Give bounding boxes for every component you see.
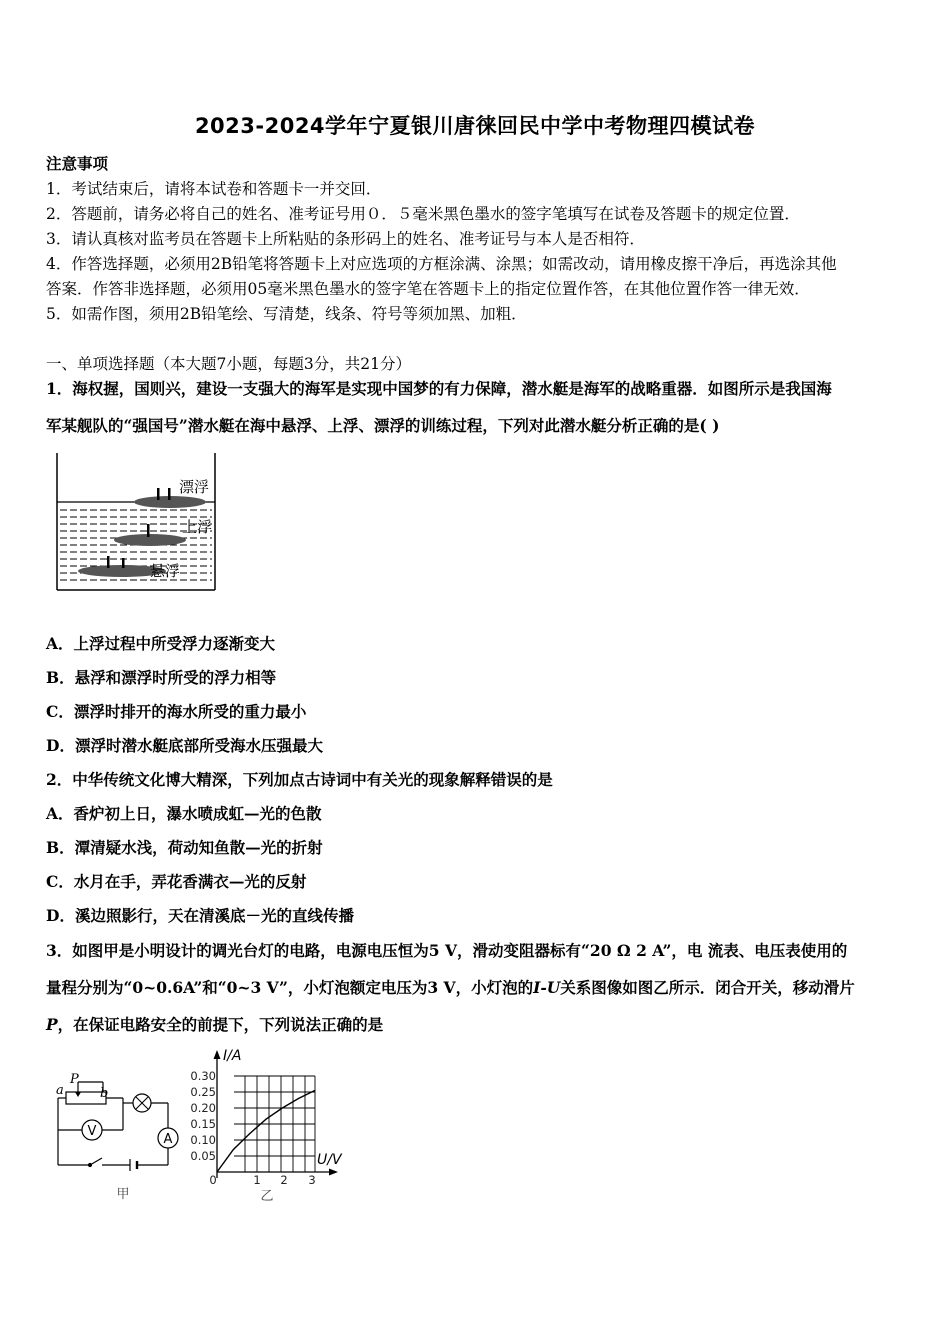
q3-text: 量程分别为“0~0.6A”和“0~3 V”，小灯泡额定电压为3 V，小灯泡的 <box>46 978 534 997</box>
q1-option-b: B．悬浮和漂浮时所受的浮力相等 <box>46 668 277 687</box>
q1-option-a: A．上浮过程中所受浮力逐渐变大 <box>46 634 276 653</box>
x-axis-label: U/V <box>317 1152 342 1168</box>
notice-item: 4．作答选择题，必须用2B铅笔将答题卡上对应选项的方框涂满、涂黑；如需改动，请用橡皮擦干净后，再选涂其他 <box>46 255 837 273</box>
circuit-caption: 甲 <box>116 1187 130 1202</box>
label-float: 漂浮 <box>179 478 210 496</box>
iu-curve <box>217 1090 315 1172</box>
label-suspend: 悬浮 <box>150 562 181 580</box>
switch <box>89 1158 103 1167</box>
y-tick: 0.15 <box>190 1117 216 1131</box>
voltmeter-label: V <box>87 1124 97 1139</box>
section-heading: 一、单项选择题（本大题7小题，每题3分，共21分） <box>46 355 411 373</box>
label-rise: 上浮 <box>182 518 213 536</box>
q3-text: 关系图像如图乙所示．闭合开关，移动滑片 <box>560 978 855 997</box>
ammeter <box>158 1128 178 1148</box>
notice-item: 2．答题前，请务必将自己的姓名、准考证号用０．５毫米黑色墨水的签字笔填写在试卷及答题卡的规定位置． <box>46 205 800 223</box>
q3-stem-line2 <box>46 976 855 998</box>
x-tick: 3 <box>308 1173 316 1187</box>
submarine-figure <box>52 450 222 595</box>
page-title: 2023-2024学年宁夏银川唐徕回民中学中考物理四模试卷 <box>194 114 756 138</box>
q1-stem-line1: 1．海权握，国则兴，建设一支强大的海军是实现中国梦的有力保障，潜水艇是海军的战略重器．如图所示是我国海 <box>46 379 832 398</box>
q3-stem-line3 <box>46 1013 383 1035</box>
x-axis-arrow <box>329 1169 338 1176</box>
notice-heading: 注意事项 <box>46 154 109 173</box>
x-tick: 0 <box>209 1173 217 1187</box>
q3-p-symbol: P <box>46 1015 58 1034</box>
ammeter-label: A <box>163 1132 173 1147</box>
notice-item: 3．请认真核对监考员在答题卡上所粘贴的条形码上的姓名、准考证号与本人是否相符． <box>46 230 645 248</box>
notice-item: 1．考试结束后，请将本试卷和答题卡一并交回． <box>46 180 382 198</box>
q2-option-b: B．潭清疑水浅，荷动知鱼散—光的折射 <box>46 838 323 857</box>
y-tick: 0.10 <box>190 1133 216 1147</box>
q1-stem-line2: 军某舰队的“强国号”潜水艇在海中悬浮、上浮、漂浮的训练过程，下列对此潜水艇分析正确的是( ) <box>46 416 720 435</box>
q3-iu-symbol: I-U <box>533 978 561 997</box>
circuit-diagram <box>48 1070 188 1205</box>
y-tick: 0.25 <box>190 1085 216 1099</box>
q1-option-c: C．漂浮时排开的海水所受的重力最小 <box>46 702 307 721</box>
x-tick: 1 <box>253 1173 261 1187</box>
notice-item: 5．如需作图，须用2B铅笔绘、写清楚，线条、符号等须加黑、加粗． <box>46 305 527 323</box>
voltmeter <box>82 1120 102 1140</box>
lamp <box>133 1094 151 1112</box>
y-tick: 0.05 <box>190 1149 216 1163</box>
y-axis-label: I/A <box>223 1048 242 1064</box>
y-tick: 0.20 <box>190 1101 216 1115</box>
graph-caption: 乙 <box>260 1189 274 1204</box>
terminal-b-label: b <box>100 1086 109 1101</box>
submarine-rising <box>114 524 186 546</box>
q3-stem-line1: 3．如图甲是小明设计的调光台灯的电路，电源电压恒为5 V，滑动变阻器标有“20 Ω 2 A”，电 流表、电压表使用的 <box>46 941 848 960</box>
q2-option-d: D．溪边照影行，天在清溪底－光的直线传播 <box>46 906 354 925</box>
battery <box>130 1159 137 1171</box>
y-axis-arrow <box>214 1050 221 1059</box>
iu-graph <box>185 1048 355 1206</box>
q3-text: ，在保证电路安全的前提下，下列说法正确的是 <box>57 1015 384 1034</box>
y-tick: 0.30 <box>190 1069 216 1083</box>
x-tick: 2 <box>280 1173 288 1187</box>
notice-item: 答案．作答非选择题，必须用05毫米黑色墨水的签字笔在答题卡上的指定位置作答，在其他位置作答一律无效． <box>46 280 810 298</box>
q2-stem: 2．中华传统文化博大精深，下列加点古诗词中有关光的现象解释错误的是 <box>46 770 553 789</box>
q2-option-c: C．水月在手，弄花香满衣—光的反射 <box>46 872 307 891</box>
q1-option-d: D．漂浮时潜水艇底部所受海水压强最大 <box>46 736 323 755</box>
slider-p-label: P <box>70 1072 79 1087</box>
terminal-a-label: a <box>56 1083 64 1098</box>
q2-option-a: A．香炉初上日，瀑水喷成虹—光的色散 <box>46 804 322 823</box>
graph-grid <box>234 1076 315 1172</box>
